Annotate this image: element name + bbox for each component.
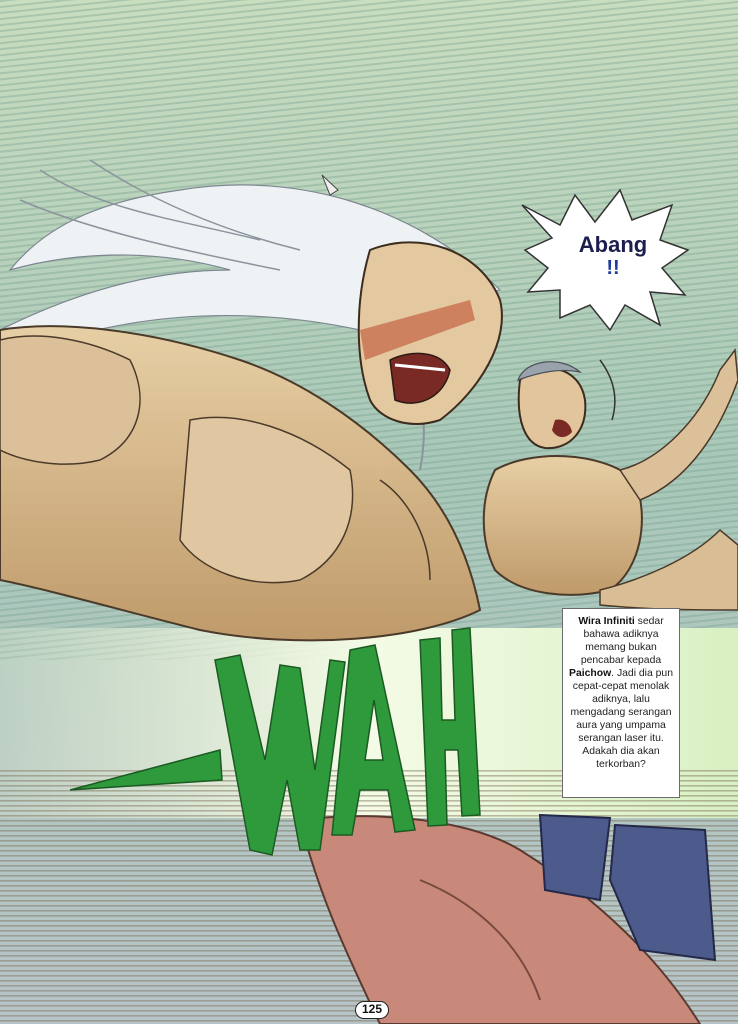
narration-caption <box>562 608 680 798</box>
caption-text-1: sedar bahawa adiknya memang bukan pencabar kepada <box>580 616 664 666</box>
speech-burst-text <box>548 232 678 280</box>
burst-line-1: Abang <box>578 232 648 257</box>
page-number: 125 <box>355 1001 389 1019</box>
caption-text-2: . Jadi dia pun cepat-cepat menolak adiknya, lalu mengadang serangan aura yang umpama serangan laser itu. Adakah dia akan terkorban? <box>570 668 673 770</box>
caption-hero-name: Wira Infiniti <box>578 616 635 627</box>
caption-villain-name: Paichow <box>569 668 612 679</box>
burst-line-2: !! <box>606 257 620 280</box>
